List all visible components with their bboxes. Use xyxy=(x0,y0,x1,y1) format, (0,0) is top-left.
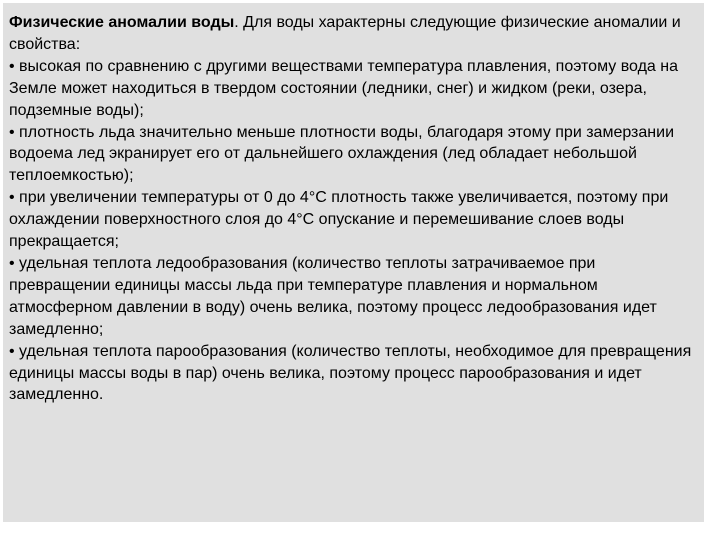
text-block xyxy=(3,3,704,522)
intro-text: . Для воды характерны следующие физические аномалии и свойства: xyxy=(9,14,681,53)
heading: Физические аномалии воды xyxy=(9,14,235,31)
intro-paragraph xyxy=(9,12,696,56)
list-item: • удельная теплота ледообразования (количество теплоты затрачиваемое при превращении единицы массы льда при температуре плавления и нормальном атмосферном давлении в воду) очень велика, поэтому процесс ледообразования идет замедленно; xyxy=(9,254,657,338)
list-item: • плотность льда значительно меньше плотности воды, благодаря этому при замерзании водоема лед экранирует его от дальнейшего охлаждения (лед обладает небольшой теплоемкостью); xyxy=(9,123,674,185)
list-item: • высокая по сравнению с другими веществами температура плавления, поэтому вода на Земле может находиться в твердом состоянии (ледники, снег) и жидком (реки, озера, подземные воды); xyxy=(9,57,678,119)
list-item: • при увеличении температуры от 0 до 4°С плотность также увеличивается, поэтому при охлаждении поверхностного слоя до 4°С опускание и перемешивание слоев воды прекращается; xyxy=(9,189,669,251)
list-item: • удельная теплота парообразования (количество теплоты, необходимое для превращения единицы массы воды в пар) очень велика, поэтому процесс парообразования и идет замедленно. xyxy=(9,342,692,404)
